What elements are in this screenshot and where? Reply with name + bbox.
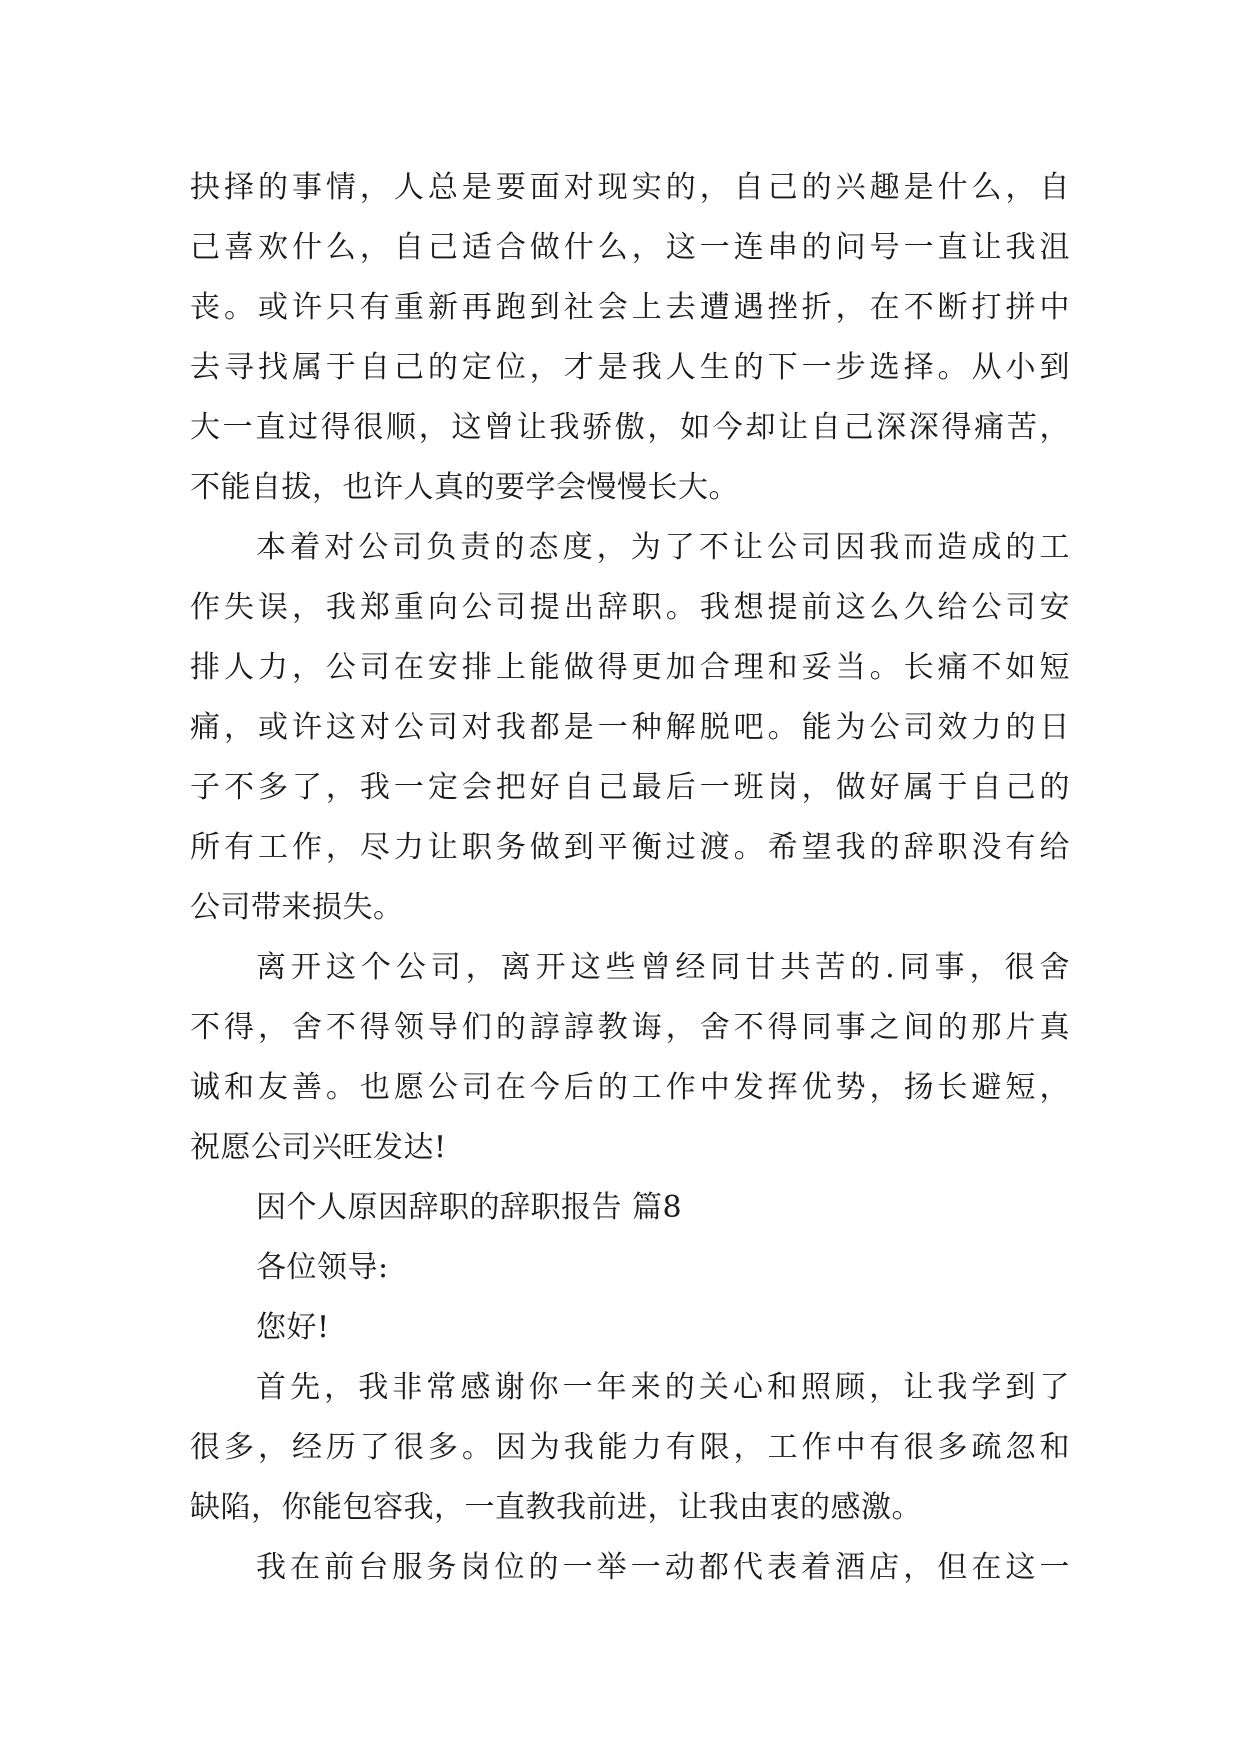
- text-line: 祝愿公司兴旺发达!: [190, 1130, 447, 1165]
- text-line: 公司带来损失。: [190, 890, 404, 925]
- text-line: 痛，或许这对公司对我都是一种解脱吧。能为公司效力的日: [190, 710, 1070, 745]
- text-line: 作失误，我郑重向公司提出辞职。我想提前这么久给公司安: [190, 590, 1070, 625]
- paragraph-start-line: 首先，我非常感谢你一年来的关心和照顾，让我学到了: [256, 1370, 1070, 1405]
- text-line: 缺陷，你能包容我，一直教我前进，让我由衷的感激。: [190, 1490, 922, 1525]
- paragraph-start-line: 本着对公司负责的态度，为了不让公司因我而造成的工: [256, 530, 1070, 565]
- salutation: 各位领导:: [256, 1250, 389, 1285]
- text-line: 不得，舍不得领导们的諄諄教诲，舍不得同事之间的那片真: [190, 1010, 1070, 1045]
- text-line: 排人力，公司在安排上能做得更加合理和妥当。长痛不如短: [190, 650, 1070, 685]
- document-body: [190, 158, 1070, 1598]
- text-line: 不能自拔，也许人真的要学会慢慢长大。: [190, 470, 739, 505]
- text-line: 大一直过得很顺，这曾让我骄傲，如今却让自己深深得痛苦，: [190, 410, 1070, 445]
- text-line: 所有工作，尽力让职务做到平衡过渡。希望我的辞职没有给: [190, 830, 1070, 865]
- paragraph-start-line: 离开这个公司，离开这些曾经同甘共苦的.同事，很舍: [256, 950, 1070, 985]
- text-line: 很多，经历了很多。因为我能力有限，工作中有很多疏忽和: [190, 1430, 1070, 1465]
- greeting: 您好!: [256, 1310, 330, 1345]
- text-line: 抉择的事情，人总是要面对现实的，自己的兴趣是什么，自: [190, 170, 1070, 205]
- section-heading: 因个人原因辞职的辞职报告 篇8: [256, 1190, 683, 1225]
- text-line: 丧。或许只有重新再跑到社会上去遭遇挫折，在不断打拼中: [190, 290, 1070, 325]
- text-line: 去寻找属于自己的定位，才是我人生的下一步选择。从小到: [190, 350, 1070, 385]
- text-line: 诚和友善。也愿公司在今后的工作中发挥优势，扬长避短，: [190, 1070, 1070, 1105]
- text-line: 己喜欢什么，自己适合做什么，这一连串的问号一直让我沮: [190, 230, 1070, 265]
- paragraph-start-line: 我在前台服务岗位的一举一动都代表着酒店，但在这一: [256, 1550, 1070, 1585]
- text-line: 子不多了，我一定会把好自己最后一班岗，做好属于自己的: [190, 770, 1070, 805]
